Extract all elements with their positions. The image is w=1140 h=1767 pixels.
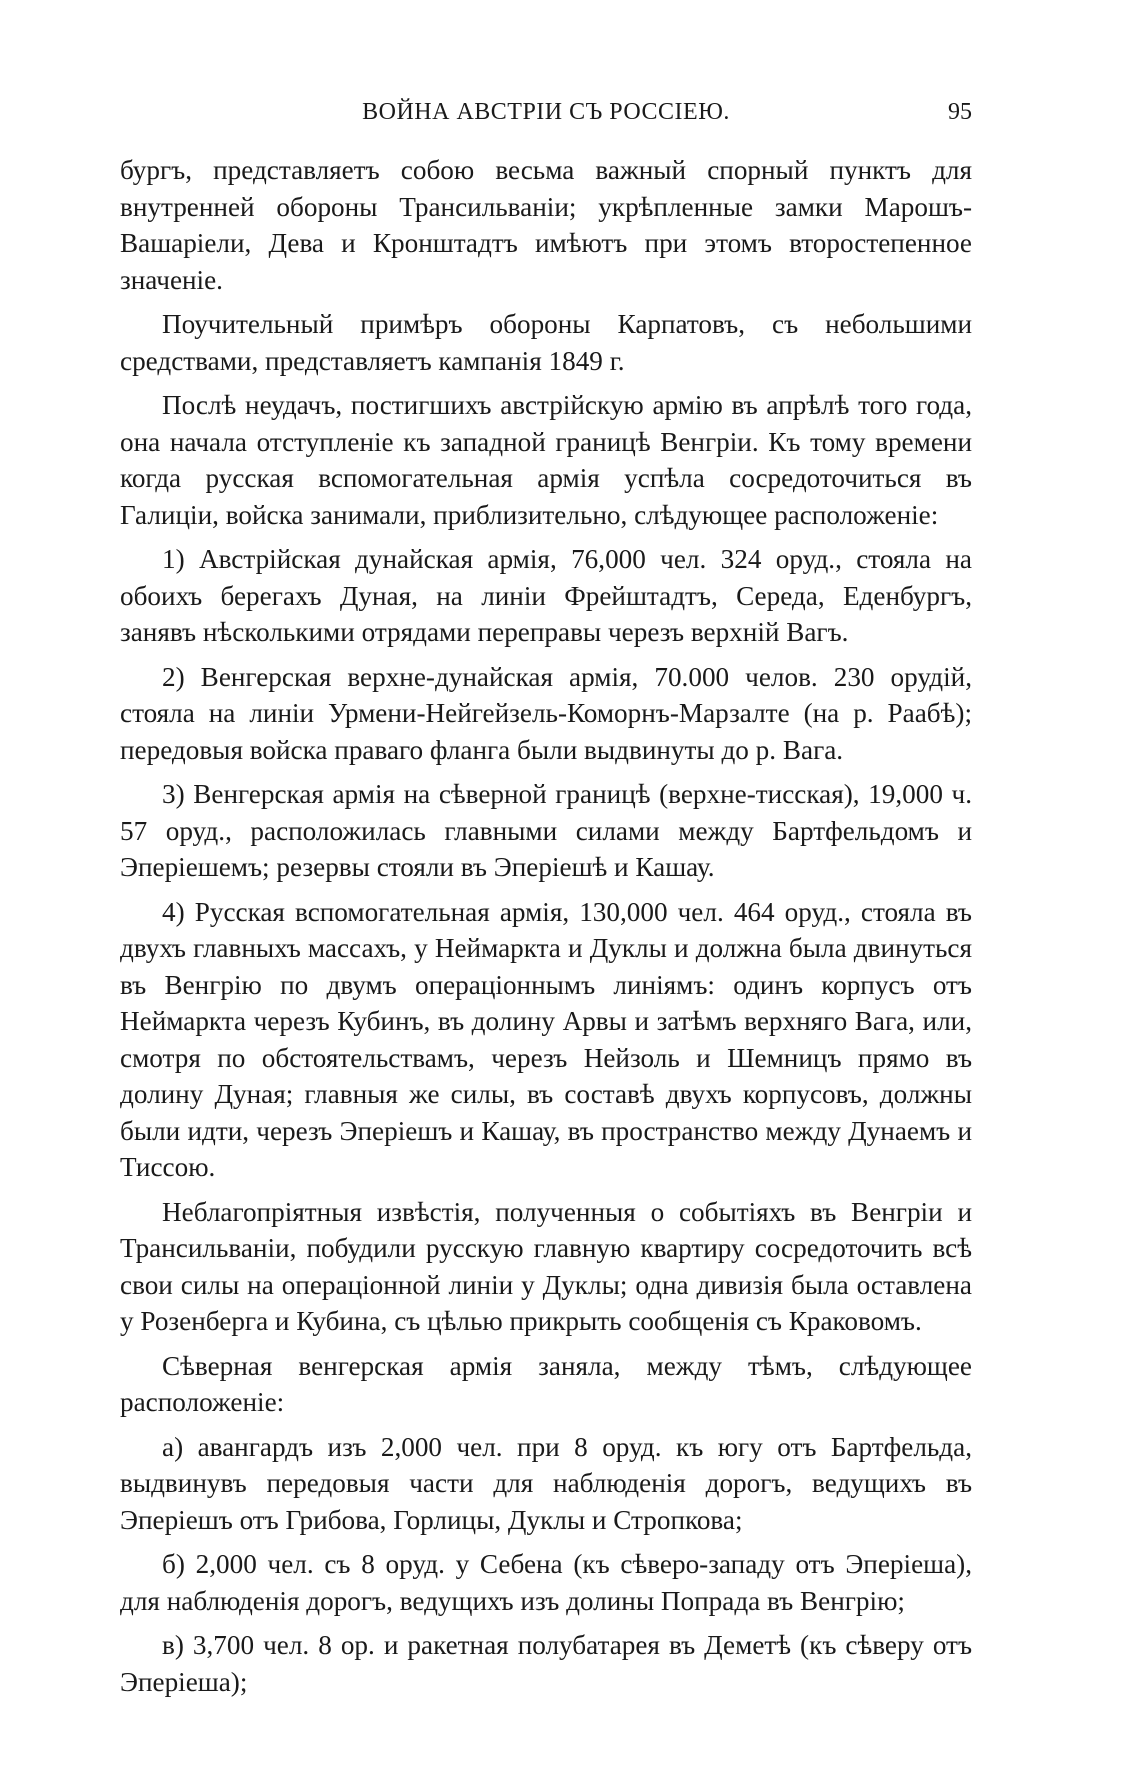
list-item-army-2: 2) Венгерская верхне-дунайская армія, 70.000 челов. 230 орудій, стояла на линіи Урмени-Нейгейзель-Коморнъ-Марзалте (на р. Раабѣ); передовыя войска праваго фланга были выдвинуты до р. Вага. [120, 661, 972, 765]
list-item-army-4: 4) Русская вспомогательная армія, 130,000 чел. 464 оруд., стояла въ двухъ главныхъ массахъ, у Неймаркта и Дуклы и должна была двинуться въ Венгрію по двумъ операціоннымъ линіямъ: одинъ корпусъ отъ Неймаркта черезъ Кубинъ, въ долину Арвы и затѣмъ верхняго Вага, или, смотря по обстоятельствамъ, черезъ Нейзоль и Шемницъ прямо въ долину Дуная; главныя же силы, въ составѣ двухъ корпусовъ, должны были идти, черезъ Эперіешъ и Кашау, въ пространство между Дунаемъ и Тиссою. [120, 896, 972, 1182]
list-item-army-3: 3) Венгерская армія на сѣверной границѣ (верхне-тисская), 19,000 ч. 57 оруд., расположилась главными силами между Бартфельдомъ и Эперіешемъ; резервы стояли въ Эперіешѣ и Кашау. [120, 779, 972, 882]
list-item-a: а) авангардъ изъ 2,000 чел. при 8 оруд. къ югу отъ Бартфельда, выдвинувъ передовыя части для наблюденія дорогъ, ведущихъ въ Эперіешъ отъ Грибова, Горлицы, Дуклы и Стропкова; [120, 1431, 972, 1535]
body-text [120, 152, 972, 1708]
running-head [120, 92, 972, 132]
paragraph: Поучительный примѣръ обороны Карпатовъ, съ небольшими средствами, представляетъ кампанія 1849 г. [120, 309, 972, 376]
paragraph: Неблагопріятныя извѣстія, полученныя о событіяхъ въ Венгріи и Трансильваніи, побудили русскую главную квартиру сосредоточить всѣ свои силы на операціонной линіи у Дуклы; одна дивизія была оставлена у Розенберга и Кубина, съ цѣлью прикрыть сообщенія съ Краковомъ. [120, 1196, 972, 1336]
list-item-b: б) 2,000 чел. съ 8 оруд. у Себена (къ сѣверо-западу отъ Эперіеша), для наблюденія дорогъ, ведущихъ изъ долины Попрада въ Венгрію; [120, 1549, 972, 1616]
paragraph: Сѣверная венгерская армія заняла, между тѣмъ, слѣдующее расположеніе: [120, 1350, 972, 1417]
paragraph: Послѣ неудачъ, постигшихъ австрійскую армію въ апрѣлѣ того года, она начала отступленіе къ западной границѣ Венгріи. Къ тому времени когда русская вспомогательная армія успѣла сосредоточиться въ Галиціи, войска занимали, приблизительно, слѣдующее расположеніе: [120, 390, 972, 530]
page-number: 95 [948, 99, 972, 125]
paragraph-continuation: бургъ, представляетъ собою весьма важный спорный пунктъ для внутренней обороны Трансильваніи; укрѣпленные замки Марошъ-Вашаріели, Дева и Кронштадтъ имѣютъ при этомъ второстепенное значеніе. [120, 155, 972, 295]
list-item-army-1: 1) Австрійская дунайская армія, 76,000 чел. 324 оруд., стояла на обоихъ берегахъ Дуная, на линіи Фрейштадтъ, Середа, Еденбургъ, занявъ нѣсколькими отрядами переправы черезъ верхній Вагъ. [120, 544, 972, 647]
list-item-v: в) 3,700 чел. 8 ор. и ракетная полубатарея въ Деметѣ (къ сѣверу отъ Эперіеша); [120, 1630, 972, 1697]
running-title: ВОЙНА АВСТРІИ СЪ РОССІЕЮ. [362, 99, 730, 125]
